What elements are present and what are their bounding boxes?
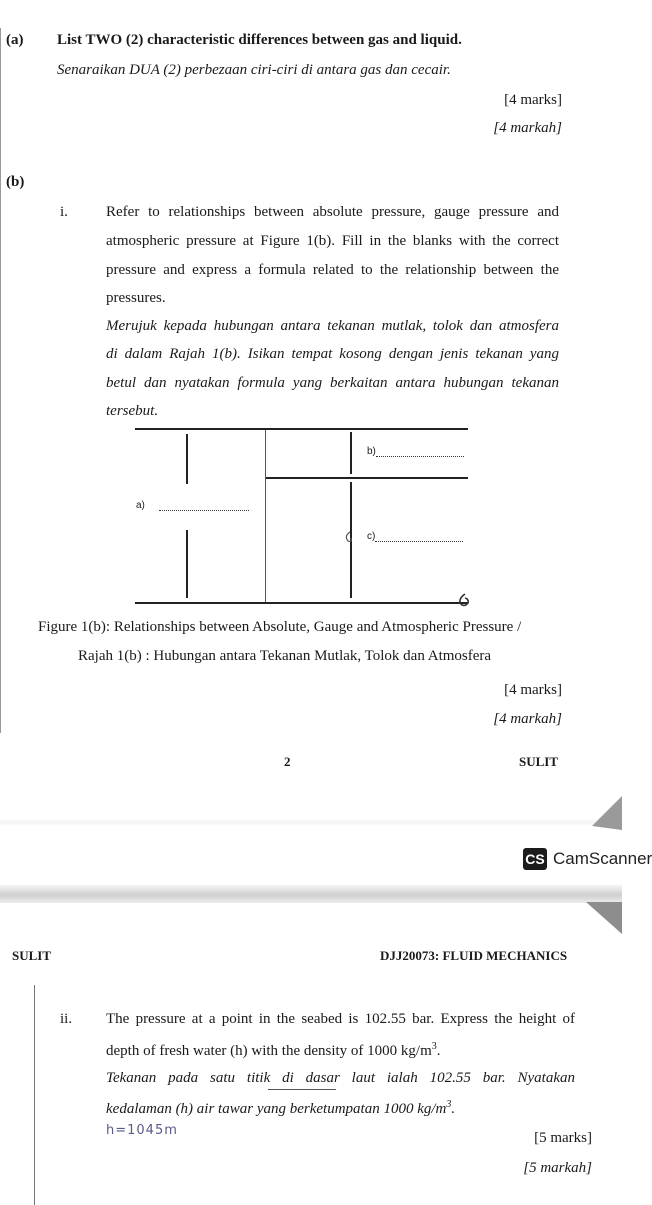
part-b-marks-en: [4 marks] <box>504 682 562 698</box>
sub-i-line: pressure and express a formula related to the relationship between the <box>106 262 559 278</box>
part-b-label: (b) <box>6 174 25 190</box>
blank-a-line[interactable] <box>159 510 249 511</box>
superscript: 3 <box>446 1099 452 1110</box>
sub-ii-line1-ms: Tekanan pada satu titik di dasar laut ialah 102.55 bar. Nyatakan <box>106 1070 575 1086</box>
sub-i-line: Refer to relationships between absolute pressure, gauge pressure and <box>106 204 559 220</box>
sub-ii-marks-ms: [5 markah] <box>523 1160 592 1176</box>
label-c: c) <box>367 531 376 542</box>
part-a-label: (a) <box>6 32 24 48</box>
zero-pressure-line <box>135 602 468 604</box>
classification-footer: SULIT <box>519 754 559 769</box>
blank-c[interactable] <box>367 531 463 542</box>
margin-rule <box>0 28 1 733</box>
sub-ii-marks-en: [5 marks] <box>534 1130 592 1146</box>
atmospheric-line <box>265 477 468 479</box>
handwritten-answer: h=1045m <box>106 1123 178 1138</box>
part-a-marks-en: [4 marks] <box>504 92 562 108</box>
header-right: DJJ20073: FLUID MECHANICS <box>380 948 568 963</box>
pen-underline <box>268 1089 336 1090</box>
arrow-b <box>350 432 352 474</box>
sub-i-line-ms: betul dan nyatakan formula yang berkaitan antara hubungan tekanan <box>106 375 559 391</box>
page-divider <box>0 885 622 903</box>
sub-i-line: pressures. <box>106 290 166 306</box>
sub-ii-line2-ms: kedalaman (h) air tawar yang berketumpatan 1000 $kg/m^3$. <box>106 1099 456 1117</box>
sub-ii-label: ii. <box>60 1011 73 1027</box>
arrow-a-lower <box>186 530 188 598</box>
sub-i-line-ms: di dalam Rajah 1(b). Isikan tempat kosong dengan jenis tekanan yang <box>106 346 559 362</box>
page-corner-shadow <box>586 796 622 830</box>
blank-b-line[interactable] <box>376 456 464 457</box>
header-left: SULIT <box>12 948 52 963</box>
scan-shadow <box>0 818 622 826</box>
sub-ii-line2-en-text: depth of fresh water (h) with the density of 1000 kg/m <box>106 1043 432 1059</box>
blank-b[interactable] <box>367 446 464 457</box>
part-a-question-ms: Senaraikan DUA (2) perbezaan ciri-ciri di antara gas dan cecair. <box>57 62 451 78</box>
figure-caption-en: Figure 1(b): Relationships between Absolute, Gauge and Atmospheric Pressure / <box>38 619 522 635</box>
sub-i-label: i. <box>60 204 68 220</box>
margin-rule <box>34 985 35 1205</box>
sub-i-line: atmospheric pressure at Figure 1(b). Fill in the blanks with the correct <box>106 233 559 249</box>
part-b-marks-ms: [4 markah] <box>493 711 562 727</box>
superscript: 3 <box>431 1041 437 1052</box>
part-a-marks-ms: [4 markah] <box>493 120 562 136</box>
figure-caption-ms: Rajah 1(b) : Hubungan antara Tekanan Mutlak, Tolok dan Atmosfera <box>78 648 492 664</box>
camscanner-logo-icon: CS <box>523 848 547 870</box>
label-b: b) <box>367 446 376 457</box>
sub-ii-line2-ms-text: kedalaman (h) air tawar yang berketumpatan 1000 kg/m <box>106 1101 447 1117</box>
sub-ii-line2-en: depth of fresh water (h) with the density of 1000 $kg/m^3$. <box>106 1041 441 1059</box>
part-a-question-en: List TWO (2) characteristic differences between gas and liquid. <box>57 32 462 48</box>
top-line <box>135 428 468 430</box>
blank-a[interactable] <box>136 500 249 511</box>
page-number: 2 <box>284 754 291 769</box>
pen-mark-icon <box>342 530 358 546</box>
divider-line <box>265 430 266 602</box>
sub-i-line-ms: Merujuk kepada hubungan antara tekanan mutlak, tolok dan atmosfera <box>106 318 559 334</box>
arrow-a-upper <box>186 434 188 484</box>
label-a: a) <box>136 500 145 511</box>
sub-ii-line1-en: The pressure at a point in the seabed is 102.55 bar. Express the height of <box>106 1011 575 1027</box>
sub-i-line-ms: tersebut. <box>106 403 159 419</box>
blank-c-line[interactable] <box>375 541 463 542</box>
page-corner-shadow <box>586 902 622 934</box>
pen-mark-icon <box>456 592 472 610</box>
camscanner-watermark: CamScanner <box>553 849 652 868</box>
